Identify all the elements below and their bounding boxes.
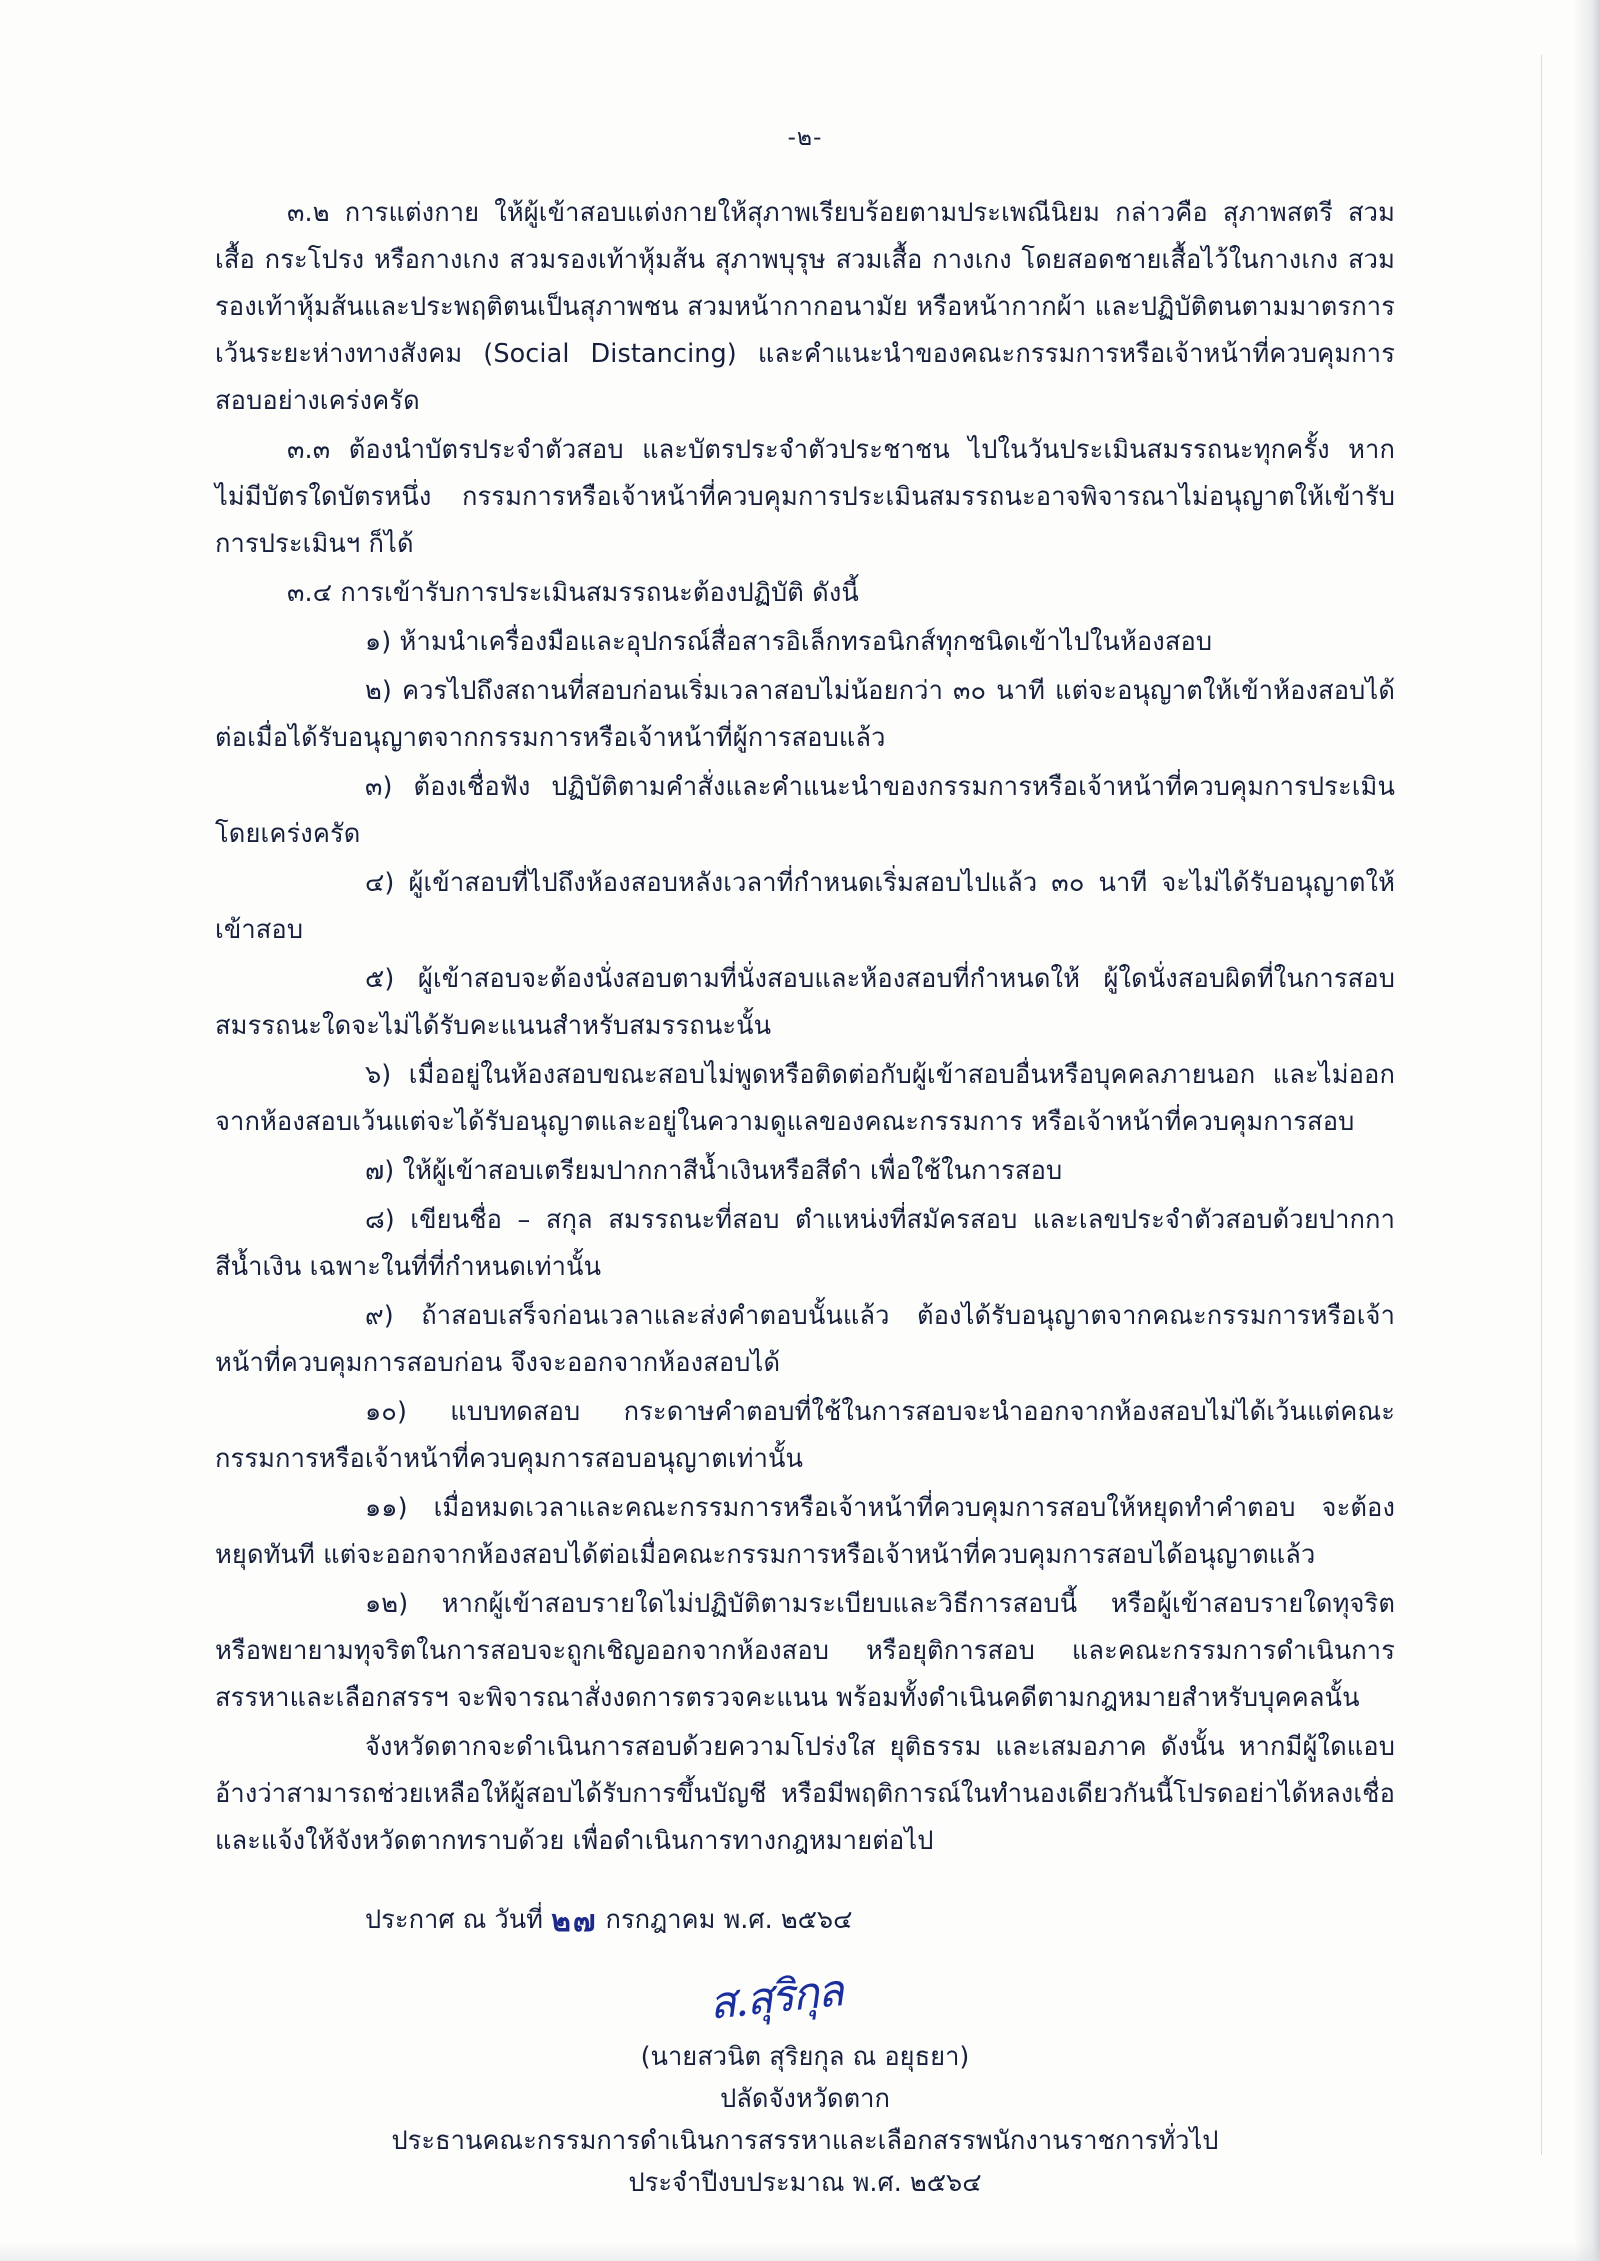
list-item-2: ๒) ควรไปถึงสถานที่สอบก่อนเริ่มเวลาสอบไม่น้อยกว่า ๓๐ นาที แต่จะอนุญาตให้เข้าห้องสอบได้ต่อเมื่อได้รับอนุญาตจากกรรมการหรือเจ้าหน้าที่ผู้การสอบแล้ว xyxy=(215,676,1395,753)
list-item-7: ๗) ให้ผู้เข้าสอบเตรียมปากกาสีน้ำเงินหรือสีดำ เพื่อใช้ในการสอบ xyxy=(365,1156,1063,1186)
list-item-3: ๓) ต้องเชื่อฟัง ปฏิบัติตามคำสั่งและคำแนะนำของกรรมการหรือเจ้าหน้าที่ควบคุมการประเมินโดยเคร่งครัด xyxy=(215,772,1395,849)
signer-role-line-1: ประธานคณะกรรมการดำเนินการสรรหาและเลือกสรรพนักงานราชการทั่วไป xyxy=(391,2126,1219,2156)
signer-role-line-2: ประจำปีงบประมาณ พ.ศ. ๒๕๖๔ xyxy=(628,2168,982,2198)
paragraph-3-4: ๓.๔ การเข้ารับการประเมินสมรรถนะต้องปฏิบัติ ดังนี้ xyxy=(287,578,859,608)
list-item-9: ๙) ถ้าสอบเสร็จก่อนเวลาและส่งคำตอบนั้นแล้ว ต้องได้รับอนุญาตจากคณะกรรมการหรือเจ้าหน้าที่ควบคุมการสอบก่อน จึงจะออกจากห้องสอบได้ xyxy=(215,1301,1395,1378)
document-content xyxy=(215,120,1395,2204)
list-item-8: ๘) เขียนชื่อ – สกุล สมรรถนะที่สอบ ตำแหน่งที่สมัครสอบ และเลขประจำตัวสอบด้วยปากกาสีน้ำเงิน เฉพาะในที่ที่กำหนดเท่านั้น xyxy=(215,1205,1395,1282)
list-item-10: ๑๐) แบบทดสอบ กระดาษคำตอบที่ใช้ในการสอบจะนำออกจากห้องสอบไม่ได้เว้นแต่คณะกรรมการหรือเจ้าหน้าที่ควบคุมการสอบอนุญาตเท่านั้น xyxy=(215,1397,1395,1474)
list-item-6: ๖) เมื่ออยู่ในห้องสอบขณะสอบไม่พูดหรือติดต่อกับผู้เข้าสอบอื่นหรือบุคคลภายนอก และไม่ออกจากห้องสอบเว้นแต่จะได้รับอนุญาตและอยู่ในความดูแลของคณะกรรมการ หรือเจ้าหน้าที่ควบคุมการสอบ xyxy=(215,1060,1395,1137)
list-item-4: ๔) ผู้เข้าสอบที่ไปถึงห้องสอบหลังเวลาที่กำหนดเริ่มสอบไปแล้ว ๓๐ นาที จะไม่ได้รับอนุญาตให้เข้าสอบ xyxy=(215,868,1395,945)
list-item-1: ๑) ห้ามนำเครื่องมือและอุปกรณ์สื่อสารอิเล็กทรอนิกส์ทุกชนิดเข้าไปในห้องสอบ xyxy=(365,627,1213,657)
list-item-5: ๕) ผู้เข้าสอบจะต้องนั่งสอบตามที่นั่งสอบและห้องสอบที่กำหนดให้ ผู้ใดนั่งสอบผิดที่ในการสอบสมรรถนะใดจะไม่ได้รับคะแนนสำหรับสมรรถนะนั้น xyxy=(215,964,1395,1041)
list-item-12: ๑๒) หากผู้เข้าสอบรายใดไม่ปฏิบัติตามระเบียบและวิธีการสอบนี้ หรือผู้เข้าสอบรายใดทุจริต หรือพยายามทุจริตในการสอบจะถูกเชิญออกจากห้องสอบ หรือยุติการสอบ และคณะกรรมการดำเนินการสรรหาและเลือกสรรฯ จะพิจารณาสั่งงดการตรวจคะแนน พร้อมทั้งดำเนินคดีตามกฎหมายสำหรับบุคคลนั้น xyxy=(215,1589,1395,1713)
page-number: -๒- xyxy=(787,125,823,151)
signature-area xyxy=(215,1950,1395,2036)
closing-paragraph: จังหวัดตากจะดำเนินการสอบด้วยความโปร่งใส ยุติธรรม และเสมอภาค ดังนั้น หากมีผู้ใดแอบอ้างว่าสามารถช่วยเหลือให้ผู้สอบได้รับการขึ้นบัญชี หรือมีพฤติการณ์ในทำนองเดียวกันนี้โปรดอย่าได้หลงเชื่อ และแจ้งให้จังหวัดตากทราบด้วย เพื่อดำเนินการทางกฎหมายต่อไป xyxy=(215,1732,1395,1856)
handwritten-signature: ส.สุริกุล xyxy=(706,1965,844,2030)
announcement-prefix: ประกาศ ณ วันที่ xyxy=(365,1905,543,1935)
signature-block xyxy=(215,2036,1395,2204)
scan-line xyxy=(1541,55,1542,2155)
scan-edge-bottom xyxy=(0,2243,1600,2261)
signer-name: (นายสวนิต สุริยกุล ณ อยุธยา) xyxy=(640,2042,970,2072)
announcement-day: ๒๗ xyxy=(551,1904,598,1939)
paragraph-3-3: ๓.๓ ต้องนำบัตรประจำตัวสอบ และบัตรประจำตัวประชาชน ไปในวันประเมินสมรรถนะทุกครั้ง หากไม่มีบัตรใดบัตรหนึ่ง กรรมการหรือเจ้าหน้าที่ควบคุมการประเมินสมรรถนะอาจพิจารณาไม่อนุญาตให้เข้ารับการประเมินฯ ก็ได้ xyxy=(215,435,1395,559)
list-item-11: ๑๑) เมื่อหมดเวลาและคณะกรรมการหรือเจ้าหน้าที่ควบคุมการสอบให้หยุดทำคำตอบ จะต้องหยุดทันที แต่จะออกจากห้องสอบได้ต่อเมื่อคณะกรรมการหรือเจ้าหน้าที่ควบคุมการสอบได้อนุญาตแล้ว xyxy=(215,1493,1395,1570)
announcement-line xyxy=(215,1895,1395,1944)
announcement-suffix: กรกฎาคม พ.ศ. ๒๕๖๔ xyxy=(605,1905,853,1935)
paragraph-3-2: ๓.๒ การแต่งกาย ให้ผู้เข้าสอบแต่งกายให้สุภาพเรียบร้อยตามประเพณีนิยม กล่าวคือ สุภาพสตรี สวมเสื้อ กระโปรง หรือกางเกง สวมรองเท้าหุ้มส้น สุภาพบุรุษ สวมเสื้อ กางเกง โดยสอดชายเสื้อไว้ในกางเกง สวมรองเท้าหุ้มส้นและประพฤติตนเป็นสุภาพชน สวมหน้ากากอนามัย หรือหน้ากากผ้า และปฏิบัติตนตามมาตรการเว้นระยะห่างทางสังคม (Social Distancing) และคำแนะนำของคณะกรรมการหรือเจ้าหน้าที่ควบคุมการสอบอย่างเคร่งครัด xyxy=(215,198,1395,416)
scan-edge-right xyxy=(1574,0,1600,2261)
signer-position: ปลัดจังหวัดตาก xyxy=(720,2084,890,2114)
